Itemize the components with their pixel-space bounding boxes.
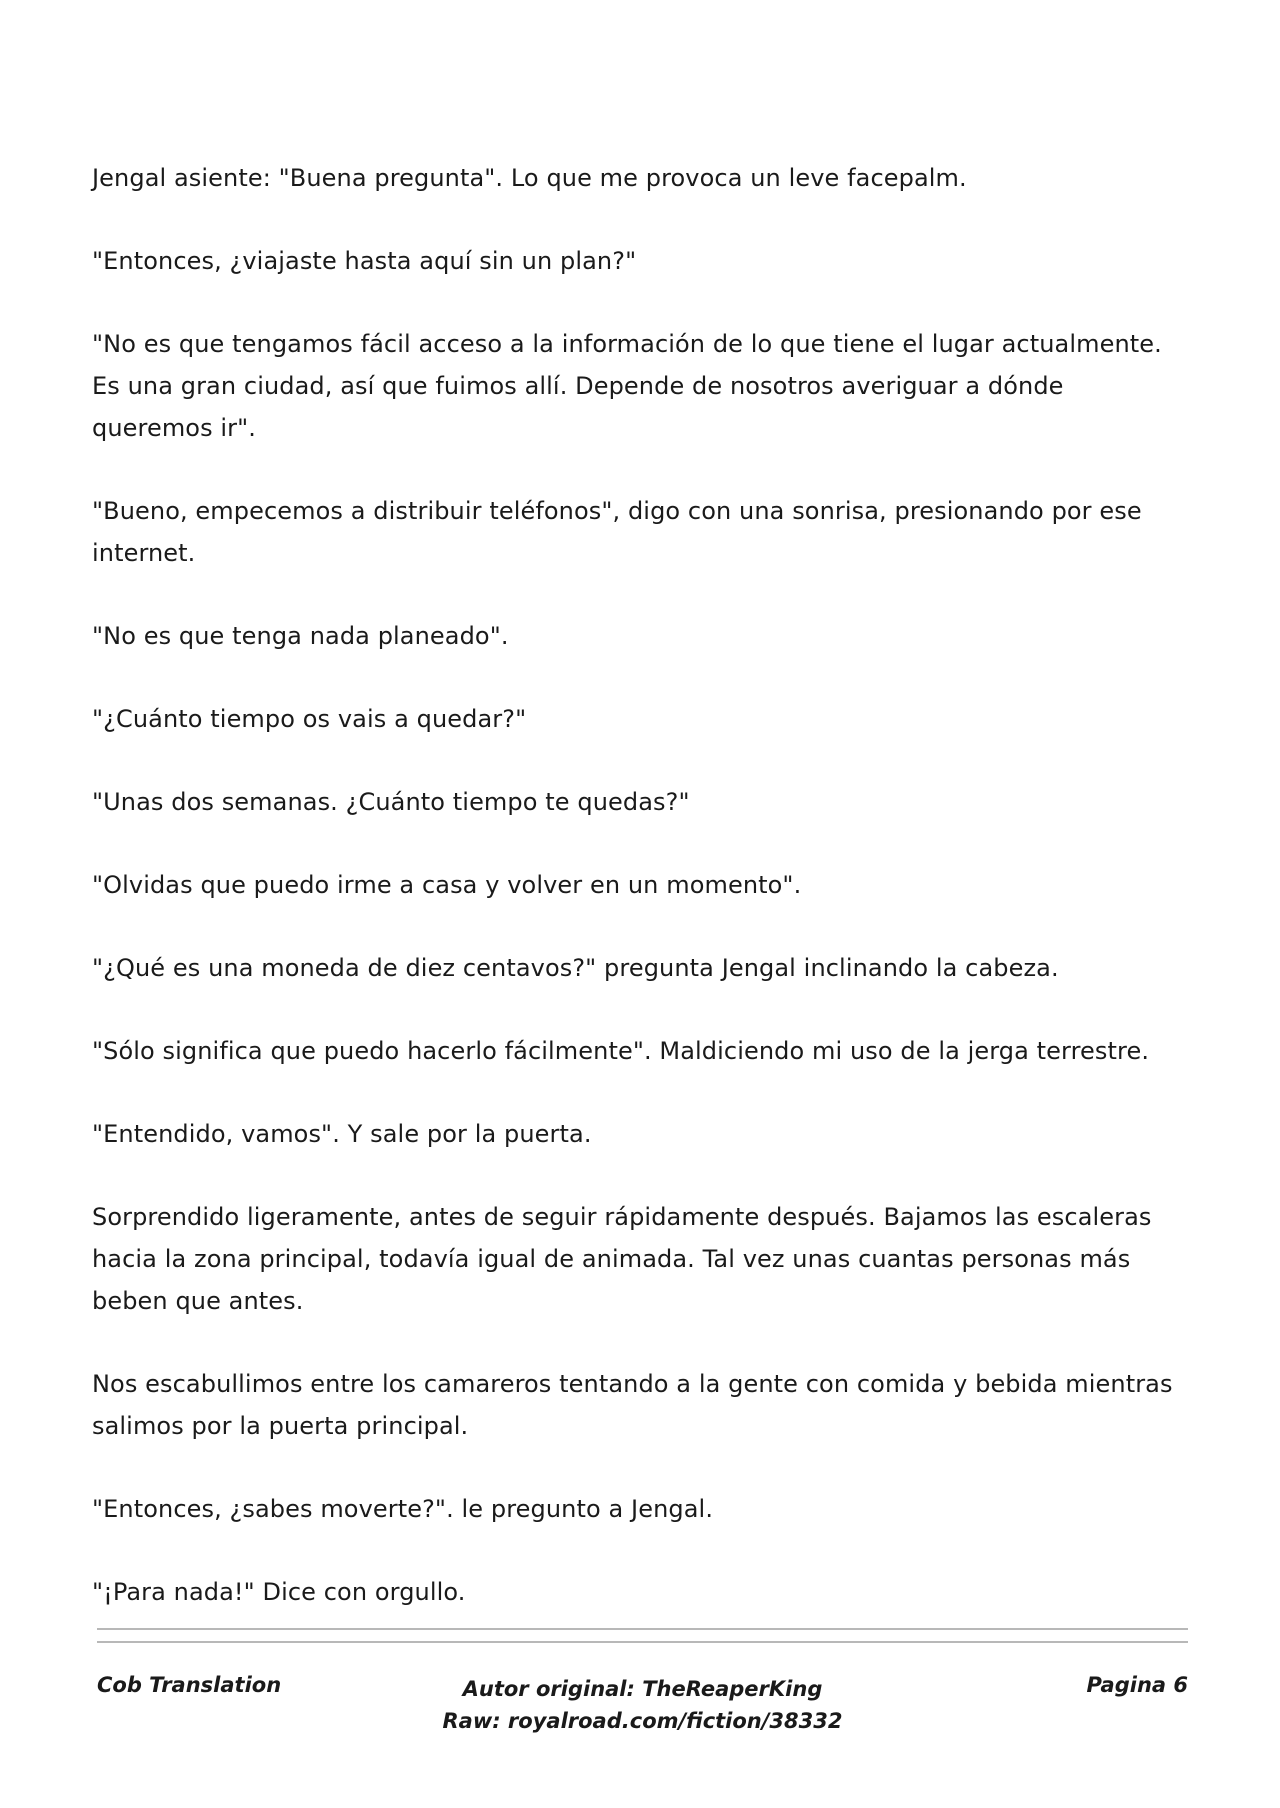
paragraph-15: "¡Para nada!" Dice con orgullo. [92, 1578, 466, 1606]
footer-credits [97, 1673, 1188, 1737]
paragraph-11: "Entendido, vamos". Y sale por la puerta. [92, 1120, 592, 1148]
paragraph-12: Sorprendido ligeramente, antes de seguir rápidamente después. Bajamos las escaleras hacia la zona principal, todavía igual de animada. Tal vez unas cuantas personas más beben que antes. [92, 1203, 1152, 1315]
footer-page-number: Pagina 6 [1086, 1673, 1188, 1697]
paragraph-10: "Sólo significa que puedo hacerlo fácilmente". Maldiciendo mi uso de la jerga terrestre. [92, 1037, 1150, 1065]
paragraph-8: "Olvidas que puedo irme a casa y volver en un momento". [92, 871, 802, 899]
footer-translator: Cob Translation [97, 1673, 282, 1697]
paragraph-4: "Bueno, empecemos a distribuir teléfonos", digo con una sonrisa, presionando por ese internet. [92, 497, 1142, 567]
page-footer [97, 1673, 1188, 1753]
body-text [92, 157, 1182, 1654]
footer-divider-bottom [97, 1641, 1188, 1643]
paragraph-2: "Entonces, ¿viajaste hasta aquí sin un plan?" [92, 247, 637, 275]
paragraph-14: "Entonces, ¿sabes moverte?". le pregunto a Jengal. [92, 1495, 714, 1523]
paragraph-7: "Unas dos semanas. ¿Cuánto tiempo te quedas?" [92, 788, 690, 816]
paragraph-6: "¿Cuánto tiempo os vais a quedar?" [92, 705, 527, 733]
footer-original-author: Autor original: TheReaperKing [462, 1677, 823, 1701]
paragraph-9: "¿Qué es una moneda de diez centavos?" pregunta Jengal inclinando la cabeza. [92, 954, 1059, 982]
paragraph-5: "No es que tenga nada planeado". [92, 622, 509, 650]
paragraph-13: Nos escabullimos entre los camareros tentando a la gente con comida y bebida mientras salimos por la puerta principal. [92, 1370, 1173, 1440]
footer-raw-source: Raw: royalroad.com/fiction/38332 [442, 1709, 843, 1733]
paragraph-1: Jengal asiente: "Buena pregunta". Lo que me provoca un leve facepalm. [92, 164, 967, 192]
footer-divider-top [97, 1628, 1188, 1630]
paragraph-3: "No es que tengamos fácil acceso a la información de lo que tiene el lugar actualmente. Es una gran ciudad, así que fuimos allí. Depende de nosotros averiguar a dónde queremos ir". [92, 330, 1162, 442]
